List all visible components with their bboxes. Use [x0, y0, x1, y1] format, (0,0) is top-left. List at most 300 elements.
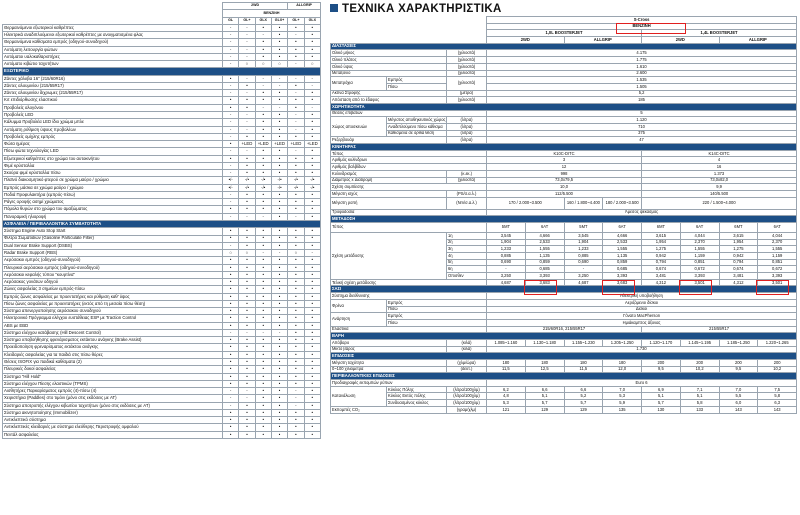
equipment-row — [3, 373, 321, 380]
equipment-row — [3, 315, 321, 322]
section-title: ΧΩΡΗΤΙΚΟΤΗΤΑ — [331, 103, 797, 110]
spec-value: 5,2 — [487, 90, 797, 97]
feature-availability: - — [288, 61, 304, 68]
equipment-row — [3, 82, 321, 89]
gear-ratio-value: 3,393 — [680, 273, 719, 280]
gear-ratio-value: 1,275 — [719, 246, 758, 253]
feature-availability: • — [255, 90, 271, 97]
spec-unit: (χιλιοστά) — [447, 177, 487, 184]
feature-availability: • — [271, 300, 287, 307]
feature-availability: • — [271, 286, 287, 293]
feature-availability: • — [288, 417, 304, 424]
feature-name: Προειδοποίηση φρεναρίσματος εκτάκτου ανάγκης — [3, 344, 223, 351]
feature-availability: -/• — [304, 184, 320, 191]
feature-availability: - — [304, 250, 320, 257]
equipment-row — [3, 184, 321, 191]
spec-value: 180 — [487, 360, 526, 367]
feature-availability: • — [304, 351, 320, 358]
feature-availability: • — [271, 257, 287, 264]
feature-availability: • — [271, 351, 287, 358]
spec-unit: (λίτρα/100χλμ) — [447, 393, 487, 400]
feature-availability: -/• — [239, 177, 255, 184]
spec-unit: (χιλιοστά) — [447, 77, 487, 90]
feature-name: Εμπρός μάσκα σε χρώμα μαύρο / χρώμιο — [3, 184, 223, 191]
gear-ratio-value: 1,135 — [603, 253, 642, 260]
spec-row — [331, 360, 797, 367]
feature-availability: • — [223, 293, 239, 300]
trim-label: GL — [223, 17, 239, 24]
feature-availability: • — [288, 308, 304, 315]
equipment-row — [3, 141, 321, 148]
gear-ratio-value: 0,672 — [758, 266, 797, 273]
feature-availability: • — [288, 24, 304, 31]
spec-row — [331, 326, 797, 333]
trim-label: GLX — [304, 17, 320, 24]
spec-value: 5,8 — [758, 393, 797, 400]
feature-availability: • — [223, 359, 239, 366]
feature-availability: • — [255, 431, 271, 438]
spec-row — [331, 184, 797, 191]
feature-availability: • — [223, 344, 239, 351]
spec-value: 121 — [487, 406, 526, 413]
feature-availability: • — [239, 82, 255, 89]
feature-availability: • — [288, 351, 304, 358]
feature-availability: • — [239, 191, 255, 198]
spec-sublabel: Κύκλος Εκτός πόλης — [387, 393, 447, 400]
feature-name: Πανοραμική ηλιοροφή — [3, 213, 223, 220]
feature-availability: - — [223, 199, 239, 206]
spec-value: Γόνατο MacPherson — [487, 313, 797, 320]
feature-name: Θερμαινόμενα καθίσματα εμπρός (οδηγού-συνοδηγού) — [3, 39, 223, 46]
spec-unit: (χλμ/ώρα) — [447, 360, 487, 367]
gear-ratio-value: 0,690 — [564, 259, 603, 266]
feature-name: Αντικλεπτικές κλειδαριές με σύστημα ελεύθερης Περιστροφής ομφαλού — [3, 424, 223, 431]
spec-row — [331, 83, 797, 90]
feature-availability: • — [223, 322, 239, 329]
spec-value: 1.130~1.180 — [525, 339, 564, 346]
feature-availability: • — [239, 351, 255, 358]
gear-ratio-value: 3,615 — [719, 232, 758, 239]
feature-availability: • — [288, 337, 304, 344]
feature-availability: - — [223, 388, 239, 395]
feature-availability: • — [255, 155, 271, 162]
feature-availability: • — [239, 104, 255, 111]
feature-availability: - — [223, 170, 239, 177]
spec-row — [331, 150, 797, 157]
consumption-row — [331, 393, 797, 400]
feature-availability: • — [304, 380, 320, 387]
feature-availability: - — [239, 39, 255, 46]
feature-name: Φίλτρο Σωματιδίων (Gasoline Particulate Filter) — [3, 235, 223, 242]
spec-row — [331, 209, 797, 216]
feature-availability: • — [304, 97, 320, 104]
gear-ratio-value: 0,885 — [564, 253, 603, 260]
spec-value: 4,8 — [487, 393, 526, 400]
spec-value: 7,5 — [758, 386, 797, 393]
spec-value: 73,0x82,0 — [642, 177, 797, 184]
equipment-row — [3, 39, 321, 46]
feature-availability: • — [271, 235, 287, 242]
spec-row — [331, 177, 797, 184]
equipment-row — [3, 271, 321, 278]
feature-availability: - — [239, 213, 255, 220]
feature-name: Ράγες οροφής ασημί χρώματος — [3, 199, 223, 206]
spec-label: Κυλινδρισμός — [331, 170, 447, 177]
equipment-row — [3, 155, 321, 162]
feature-availability: • — [255, 148, 271, 155]
equipment-row — [3, 402, 321, 409]
gear-ratio-value: 1,904 — [487, 239, 526, 246]
spec-value: 6,0 — [719, 400, 758, 407]
equipment-row — [3, 213, 321, 220]
feature-availability: - — [223, 46, 239, 53]
feature-availability: • — [271, 366, 287, 373]
feature-availability: • — [223, 308, 239, 315]
feature-availability: • — [255, 424, 271, 431]
feature-name: Αισθητήρες Παρκαρίσματος εμπρός (4)-πίσω (4) — [3, 388, 223, 395]
feature-availability: • — [304, 271, 320, 278]
equipment-table-panel — [2, 2, 320, 514]
feature-availability: • — [304, 409, 320, 416]
page-title-text: ΤΕΧΝΙΚΑ ΧΑΡΑΚΤΗΡΙΣΤΙΚΑ — [342, 3, 502, 15]
feature-availability: - — [271, 329, 287, 336]
spec-unit: (Nm/σ.α.λ.) — [447, 197, 487, 209]
spec-unit: (χιλιοστά) — [447, 63, 487, 70]
feature-availability: - — [288, 395, 304, 402]
equipment-section — [3, 68, 321, 75]
feature-availability: • — [271, 206, 287, 213]
feature-name: Σύστημα απενεργοποίησης αερόσακου συνοδηγού — [3, 308, 223, 315]
feature-availability: • — [271, 431, 287, 438]
spec-label: Τελική σχέση μετάδοσης — [331, 279, 487, 286]
feature-availability: - — [223, 242, 239, 249]
spec-label: Αριθμός κυλίνδρων — [331, 157, 487, 164]
transmission-type-row — [331, 222, 797, 232]
feature-availability: • — [239, 293, 255, 300]
spec-row — [331, 346, 797, 353]
spec-row — [331, 130, 797, 137]
feature-name: Αυτόματο κιβώτιο ταχυτήτων — [3, 61, 223, 68]
feature-availability: • — [271, 53, 287, 60]
feature-availability: • — [255, 162, 271, 169]
equipment-row — [3, 293, 321, 300]
feature-availability: • — [223, 417, 239, 424]
feature-availability: -/• — [288, 177, 304, 184]
gear-ratio-value: 3,615 — [642, 232, 681, 239]
feature-availability: • — [271, 380, 287, 387]
spec-value: 6,6 — [525, 386, 564, 393]
feature-name: Κλειδαριές ασφαλείας για τα παιδιά στις πίσω θύρες — [3, 351, 223, 358]
feature-name: Εμπρός ζώνες ασφαλείας με προεντατήρες και ρύθμιση καθ' ύψος — [3, 293, 223, 300]
feature-availability: • — [271, 228, 287, 235]
spec-label: Ολικό ύψος — [331, 63, 447, 70]
feature-availability: • — [239, 162, 255, 169]
equipment-row — [3, 111, 321, 118]
spec-value: 200 — [758, 360, 797, 367]
feature-availability: • — [304, 53, 320, 60]
header-engine-14: 1,4L BOOSTERJET — [642, 30, 797, 37]
feature-availability: • — [255, 322, 271, 329]
spec-value: 185 — [487, 97, 797, 104]
equipment-row — [3, 162, 321, 169]
spec-row — [331, 339, 797, 346]
feature-name: Πλευρικοί αερόσακοι εμπρός (οδηγού-συνοδηγού) — [3, 264, 223, 271]
spec-value: 1.145~1.195 — [680, 339, 719, 346]
feature-availability: • — [304, 300, 320, 307]
feature-availability: • — [239, 286, 255, 293]
spec-label: Φρένα — [331, 299, 387, 312]
spec-label: Τύπος — [331, 150, 487, 157]
feature-name: Ηλεκτρικά αναδιπλούμενοι εξωτερικοί καθρέπτες με ανοιγματισμένα φλας — [3, 32, 223, 39]
section-title: ΣΑΣΙ — [331, 286, 797, 293]
feature-availability: • — [304, 286, 320, 293]
spec-value: Άμεσος ψεκασμός — [487, 209, 797, 216]
feature-availability: • — [271, 293, 287, 300]
feature-availability: • — [239, 206, 255, 213]
section-title: ΑΣΦΑΛΕΙΑ / ΠΕΡΙΒΑΛΛΟΝΤΙΚΑ ΣΥΜΒΑΤΟΤΗΤΑ — [3, 220, 321, 227]
spec-value: 129 — [525, 406, 564, 413]
gear-ratio-value: 0,942 — [642, 253, 681, 260]
spec-value: 129 — [564, 406, 603, 413]
spec-row — [331, 380, 797, 387]
spec-value: 375 — [487, 130, 797, 137]
spec-value: 143 — [758, 406, 797, 413]
spec-value: 998 — [487, 170, 642, 177]
spec-sublabel: Εμπρός — [387, 313, 487, 320]
feature-name: Dual Sensor Brake Support (DSBS) — [3, 242, 223, 249]
equipment-row — [3, 417, 321, 424]
spec-value: 160 / 1.800~4.400 — [564, 197, 603, 209]
feature-availability: - — [239, 148, 255, 155]
feature-availability: - — [239, 32, 255, 39]
gear-ratio-value: 3,545 — [564, 232, 603, 239]
feature-name: Ζάντες αλουμινίου (215/55R17) — [3, 82, 223, 89]
feature-name: Ποδιά Προφυλακτήρα (εμπρός-πίσω) — [3, 191, 223, 198]
spec-row — [331, 299, 797, 306]
feature-name: Πόμολα θυρών στο χρώμα του αμαξώματος — [3, 206, 223, 213]
spec-value: 1.610 — [487, 63, 797, 70]
spec-value: 5,7 — [564, 400, 603, 407]
spec-value: 130 — [642, 406, 681, 413]
spec-unit: (μέτρα) — [447, 90, 487, 97]
feature-availability: • — [288, 293, 304, 300]
feature-availability: • — [271, 409, 287, 416]
equipment-row — [3, 395, 321, 402]
feature-availability: • — [304, 337, 320, 344]
spec-value: 1.373 — [642, 170, 797, 177]
spec-row — [331, 366, 797, 373]
feature-availability: • — [271, 39, 287, 46]
feature-availability: • — [288, 286, 304, 293]
gear-ratio-value: 0,885 — [487, 253, 526, 260]
feature-availability: • — [288, 46, 304, 53]
feature-name: Σύστημα ελέγχου Πίεσης ελαστικών (TPMS) — [3, 380, 223, 387]
feature-availability: - — [255, 329, 271, 336]
equipment-row — [3, 148, 321, 155]
feature-availability: +LED — [255, 141, 271, 148]
feature-availability: • — [255, 191, 271, 198]
feature-availability: ○ — [304, 61, 320, 68]
feature-availability: • — [255, 373, 271, 380]
spec-header-top — [331, 17, 797, 24]
feature-availability: ○ — [239, 61, 255, 68]
feature-availability: • — [304, 308, 320, 315]
feature-availability: - — [255, 213, 271, 220]
feature-availability: • — [288, 300, 304, 307]
feature-availability: • — [304, 199, 320, 206]
spec-value: 1.085~1.160 — [487, 339, 526, 346]
feature-name: Χειριστήρια (Paddles) στο τιμόνι (μόνο στις εκδόσεις με AT) — [3, 395, 223, 402]
feature-availability: • — [255, 53, 271, 60]
equipment-row — [3, 61, 321, 68]
gear-ratio-value: 3,250 — [564, 273, 603, 280]
feature-availability: • — [255, 97, 271, 104]
feature-availability: • — [288, 424, 304, 431]
feature-name: Προβολείς LED — [3, 111, 223, 118]
feature-availability: • — [304, 395, 320, 402]
spec-value: Δίσκοι — [487, 306, 797, 313]
feature-availability: • — [239, 170, 255, 177]
spec-row — [331, 164, 797, 171]
spec-value: 9,5 — [719, 366, 758, 373]
feature-availability: • — [255, 395, 271, 402]
tech-specs-panel — [330, 2, 796, 514]
header-fuel: ΒΕΝΖΙΝΗ — [223, 10, 321, 17]
gear-ratio-value: 0,851 — [758, 259, 797, 266]
spec-value: 1.155~1.230 — [564, 339, 603, 346]
feature-availability: • — [255, 351, 271, 358]
feature-availability: • — [288, 315, 304, 322]
feature-availability: • — [255, 257, 271, 264]
title-square-icon — [330, 4, 338, 12]
spec-value: 5,3 — [487, 400, 526, 407]
feature-availability: • — [304, 417, 320, 424]
spec-value: 73,0x79,5 — [487, 177, 642, 184]
feature-availability: -/• — [271, 177, 287, 184]
feature-name: Αυτόματη ρύθμιση ύψους προβολέων — [3, 126, 223, 133]
spec-label: Ρεζερβουάρ — [331, 137, 447, 144]
equipment-row — [3, 191, 321, 198]
spec-value: K14C-DITC — [642, 150, 797, 157]
spec-value: 5,2 — [564, 393, 603, 400]
feature-availability: • — [255, 206, 271, 213]
feature-availability: - — [223, 402, 239, 409]
spec-unit: (λίτρα) — [447, 137, 487, 144]
feature-availability: • — [255, 264, 271, 271]
gear-ratio-value: 4,666 — [603, 232, 642, 239]
feature-availability: • — [255, 119, 271, 126]
spec-unit: (λίτρα) — [447, 117, 487, 124]
gear-ratio-value: 0,794 — [642, 259, 681, 266]
feature-availability: - — [288, 402, 304, 409]
spec-unit: (λίτρα) — [447, 124, 487, 131]
header-fuel-right: ΒΕΝΖΙΝΗ — [487, 23, 797, 30]
feature-name: Σύστημα "Hill Hold" — [3, 373, 223, 380]
feature-availability: • — [271, 155, 287, 162]
spec-value: 4,687 — [564, 279, 603, 286]
feature-availability: • — [223, 351, 239, 358]
equipment-row — [3, 32, 321, 39]
spec-label: Απόβαρο — [331, 339, 447, 346]
spec-value: 47 — [487, 137, 797, 144]
spec-row — [331, 77, 797, 84]
feature-availability: • — [288, 53, 304, 60]
feature-availability: - — [223, 53, 239, 60]
gear-label: 5η — [447, 259, 487, 266]
feature-availability: • — [288, 257, 304, 264]
feature-availability: • — [271, 344, 287, 351]
section-chassis — [331, 286, 797, 293]
tech-specs-table — [330, 16, 797, 414]
equipment-row — [3, 75, 321, 82]
transmission-type: 5MT — [564, 222, 603, 232]
equipment-row — [3, 104, 321, 111]
spec-row — [331, 117, 797, 124]
feature-name: Κάλυμμα Προβολέα LED ίδιο χρώμα μπλε — [3, 119, 223, 126]
equipment-row — [3, 170, 321, 177]
feature-availability: - — [288, 119, 304, 126]
spec-value: 12,0 — [603, 366, 642, 373]
spec-value: 170 / 2.000~3.500 — [487, 197, 565, 209]
feature-availability: - — [223, 82, 239, 89]
feature-name: ABS με EBD — [3, 322, 223, 329]
spec-value: 12 — [487, 164, 642, 171]
spec-value: 3,683 — [603, 279, 642, 286]
feature-availability: • — [239, 300, 255, 307]
feature-name: Πλευρικές δοκοί ασφαλείας — [3, 366, 223, 373]
spec-value: 10,0 — [487, 184, 642, 191]
feature-availability: • — [271, 359, 287, 366]
feature-availability: • — [239, 380, 255, 387]
feature-availability: • — [288, 431, 304, 438]
equipment-row — [3, 250, 321, 257]
gear-ratio-row — [331, 232, 797, 239]
spec-unit: (χιλιοστά) — [447, 57, 487, 64]
feature-availability: • — [271, 402, 287, 409]
spec-value: 12,5 — [525, 366, 564, 373]
feature-availability: • — [223, 380, 239, 387]
feature-availability: - — [223, 329, 239, 336]
feature-name: Θερμαινόμενοι εξωτερικοί καθρέπτες — [3, 24, 223, 31]
feature-availability: • — [304, 155, 320, 162]
feature-availability: • — [271, 373, 287, 380]
equipment-section — [3, 220, 321, 227]
equipment-row — [3, 424, 321, 431]
consumption-row — [331, 400, 797, 407]
spec-label: Θέσεις επιβατών — [331, 110, 487, 117]
spec-label: Μεταξόνιο — [331, 70, 447, 77]
equipment-row — [3, 177, 321, 184]
feature-availability: • — [223, 366, 239, 373]
spec-value: 135 — [603, 406, 642, 413]
spec-row — [331, 57, 797, 64]
feature-name: Θέσεις ISOFIX για παιδικά καθίσματα (2) — [3, 359, 223, 366]
feature-availability: - — [239, 119, 255, 126]
feature-availability: - — [255, 250, 271, 257]
spec-sublabel: Συνδυασμένος κύκλος — [387, 400, 447, 407]
feature-availability: - — [223, 24, 239, 31]
spec-value: 1.505 — [487, 83, 797, 90]
feature-availability: - — [239, 90, 255, 97]
feature-availability: • — [304, 424, 320, 431]
feature-availability: • — [223, 271, 239, 278]
feature-availability: • — [304, 206, 320, 213]
gear-ratio-value: 1,555 — [680, 246, 719, 253]
spec-row — [331, 279, 797, 286]
equipment-header-groups — [3, 3, 321, 10]
gear-label: 1η — [447, 232, 487, 239]
feature-availability: • — [239, 322, 255, 329]
